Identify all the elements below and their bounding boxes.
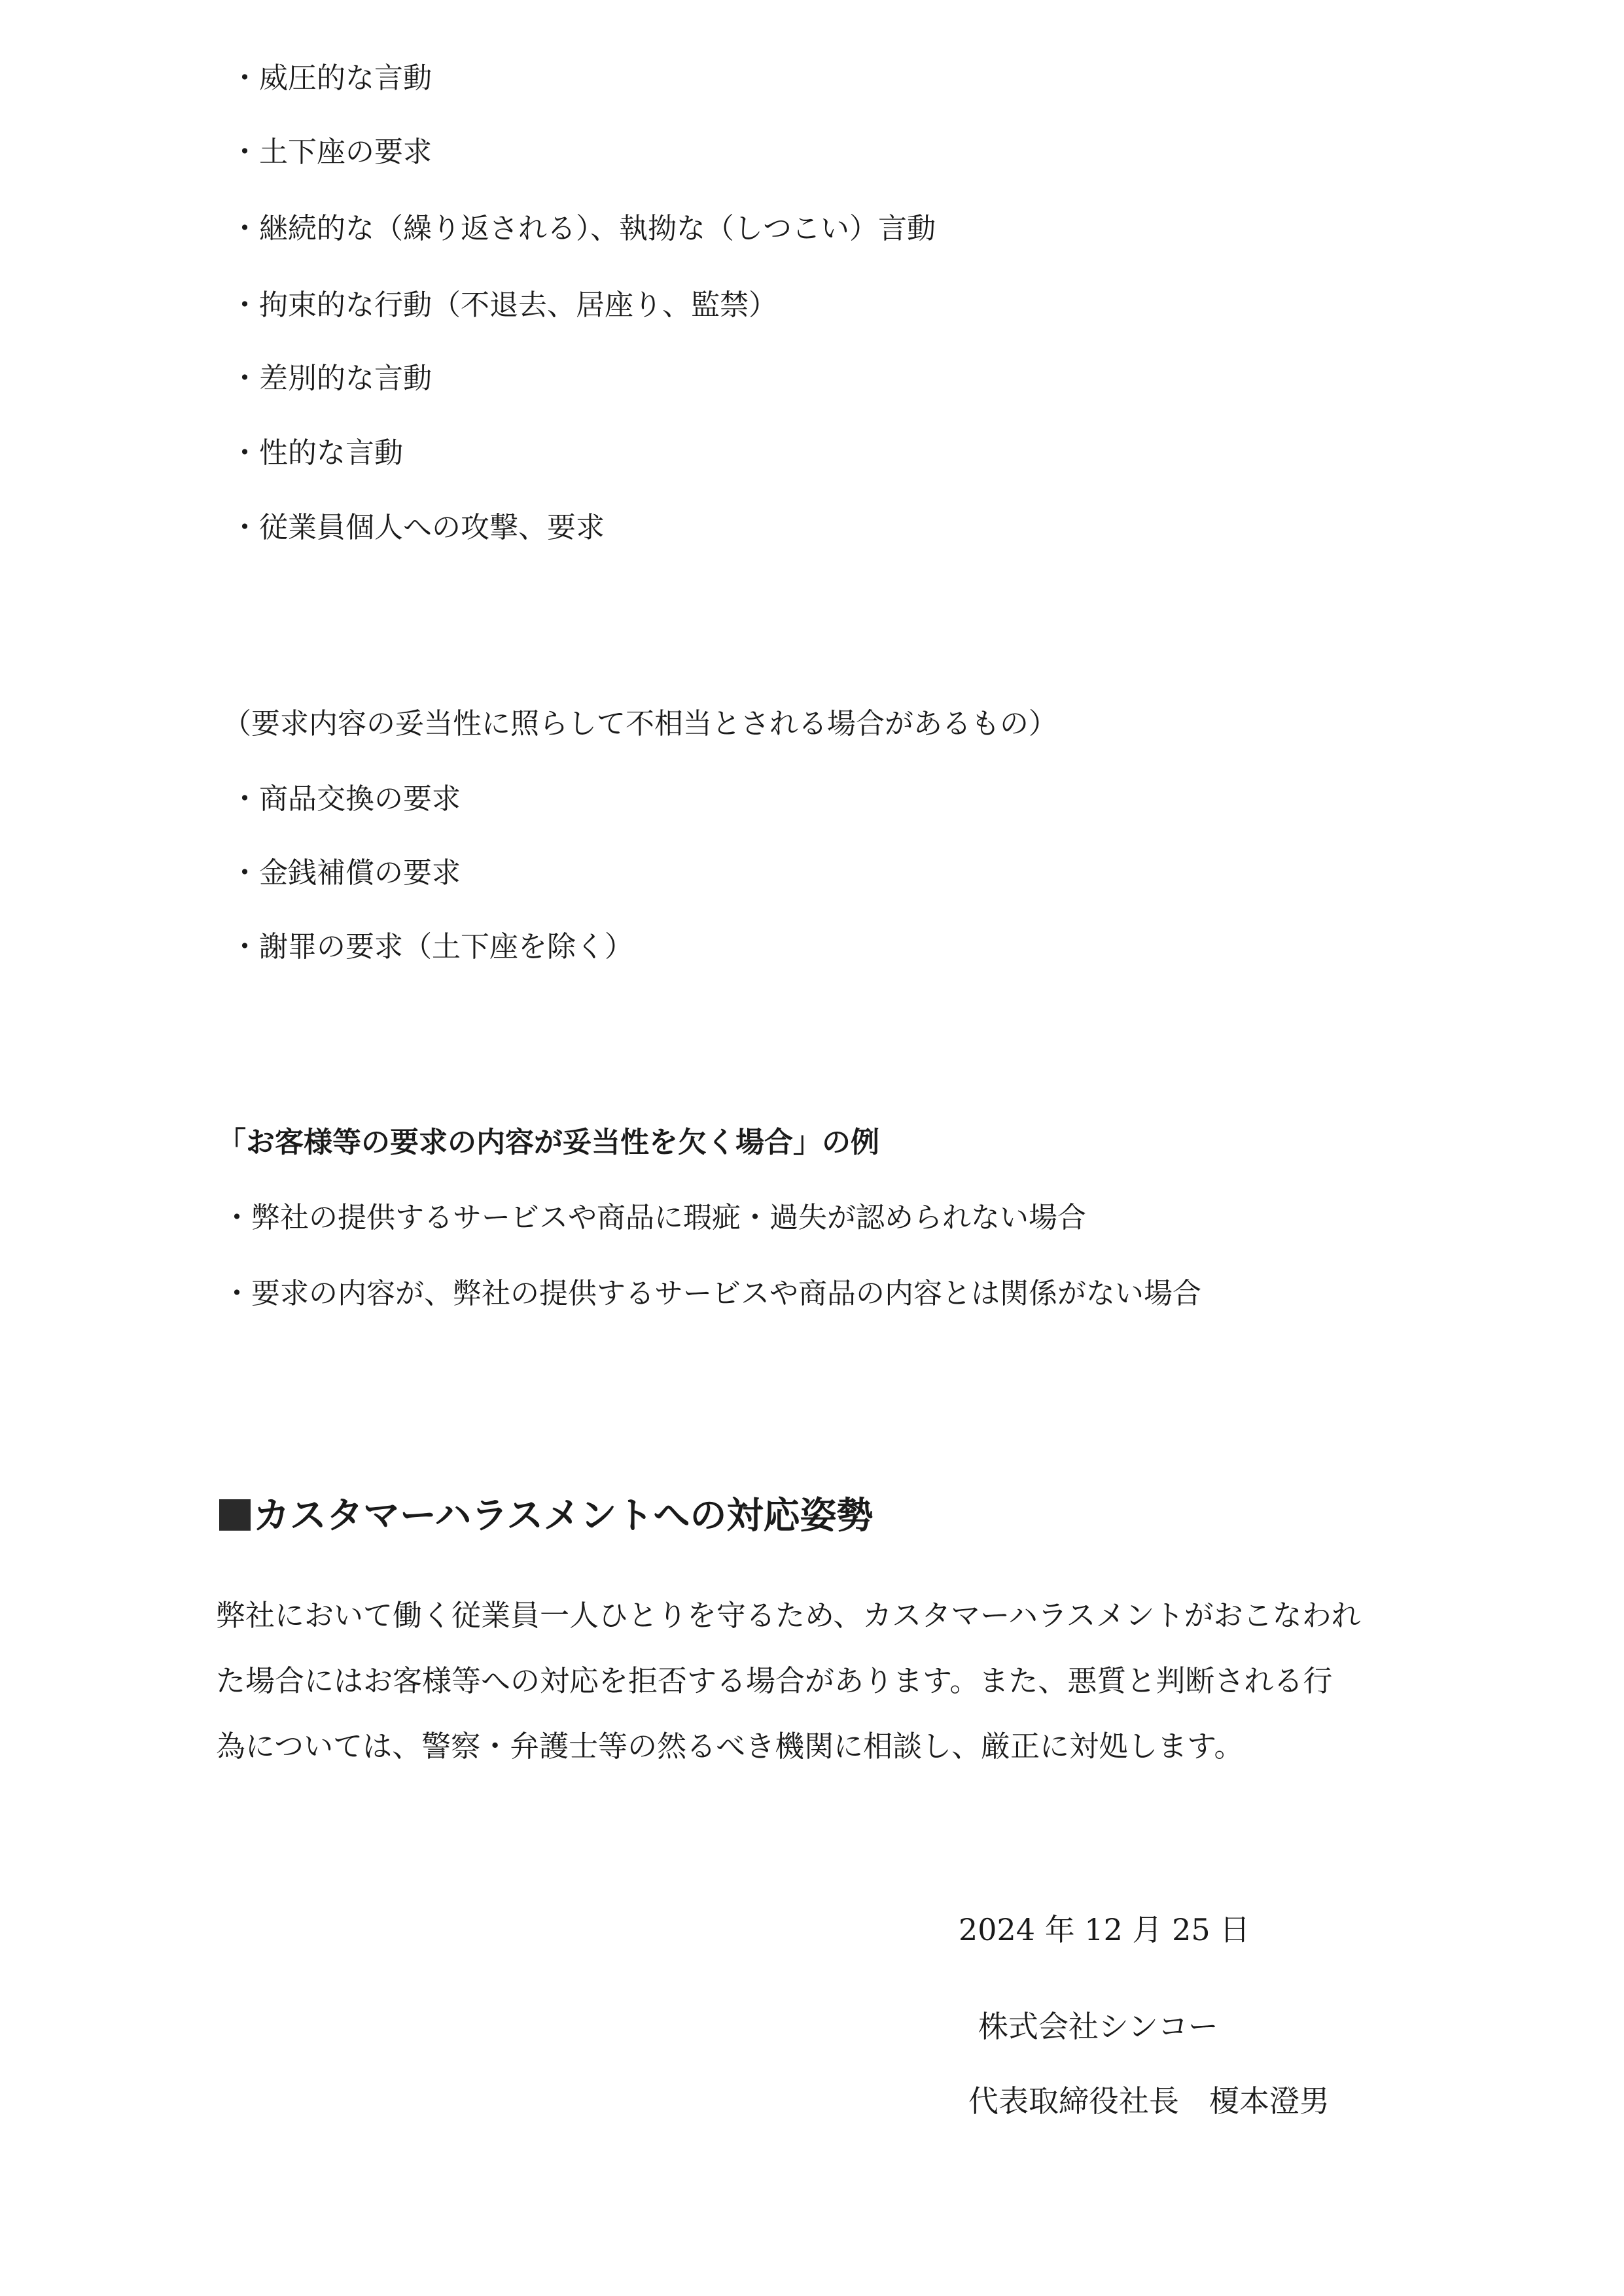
section-title: 「お客様等の要求の内容が妥当性を欠く場合」の例 [217,1126,879,1159]
list-item: ・謝罪の要求（土下座を除く） [230,930,633,964]
document-date: 2024 年 12 月 25 日 [959,1912,1250,1947]
paragraph-line: 為については、警察・弁護士等の然るべき機関に相談し、厳正に対処します。 [216,1729,1244,1764]
list-item: ・威圧的な言動 [230,61,432,95]
list-item: ・拘束的な行動（不退去、居座り、監禁） [230,288,777,322]
list-item: ・継続的な（繰り返される）、執拗な（しつこい）言動 [230,212,936,245]
paragraph-line: 弊社において働く従業員一人ひとりを守るため、カスタマーハラスメントがおこなわれ [216,1598,1361,1633]
company-name: 株式会社シンコー [978,2009,1218,2044]
list-item: ・要求の内容が、弊社の提供するサービスや商品の内容とは関係がない場合 [222,1277,1201,1310]
list-item: ・従業員個人への攻撃、要求 [230,511,605,544]
list-item: ・弊社の提供するサービスや商品に瑕疵・過失が認められない場合 [222,1201,1086,1234]
list-item: ・差別的な言動 [230,362,432,395]
section-heading [219,1491,874,1541]
representative-name: 代表取締役社長 榎本澄男 [968,2083,1330,2119]
square-bullet-icon [219,1499,251,1531]
paragraph-line: た場合にはお客様等への対応を拒否する場合があります。また、悪質と判断される行 [216,1663,1333,1698]
list-item: ・性的な言動 [230,436,403,470]
list-item: ・商品交換の要求 [230,782,461,816]
section-note: （要求内容の妥当性に照らして不相当とされる場合があるもの） [222,707,1057,740]
list-item: ・土下座の要求 [230,135,432,169]
policy-paragraph [216,1583,1394,1779]
list-item: ・金銭補償の要求 [230,856,461,890]
heading-text: カスタマーハラスメントへの対応姿勢 [253,1495,874,1537]
